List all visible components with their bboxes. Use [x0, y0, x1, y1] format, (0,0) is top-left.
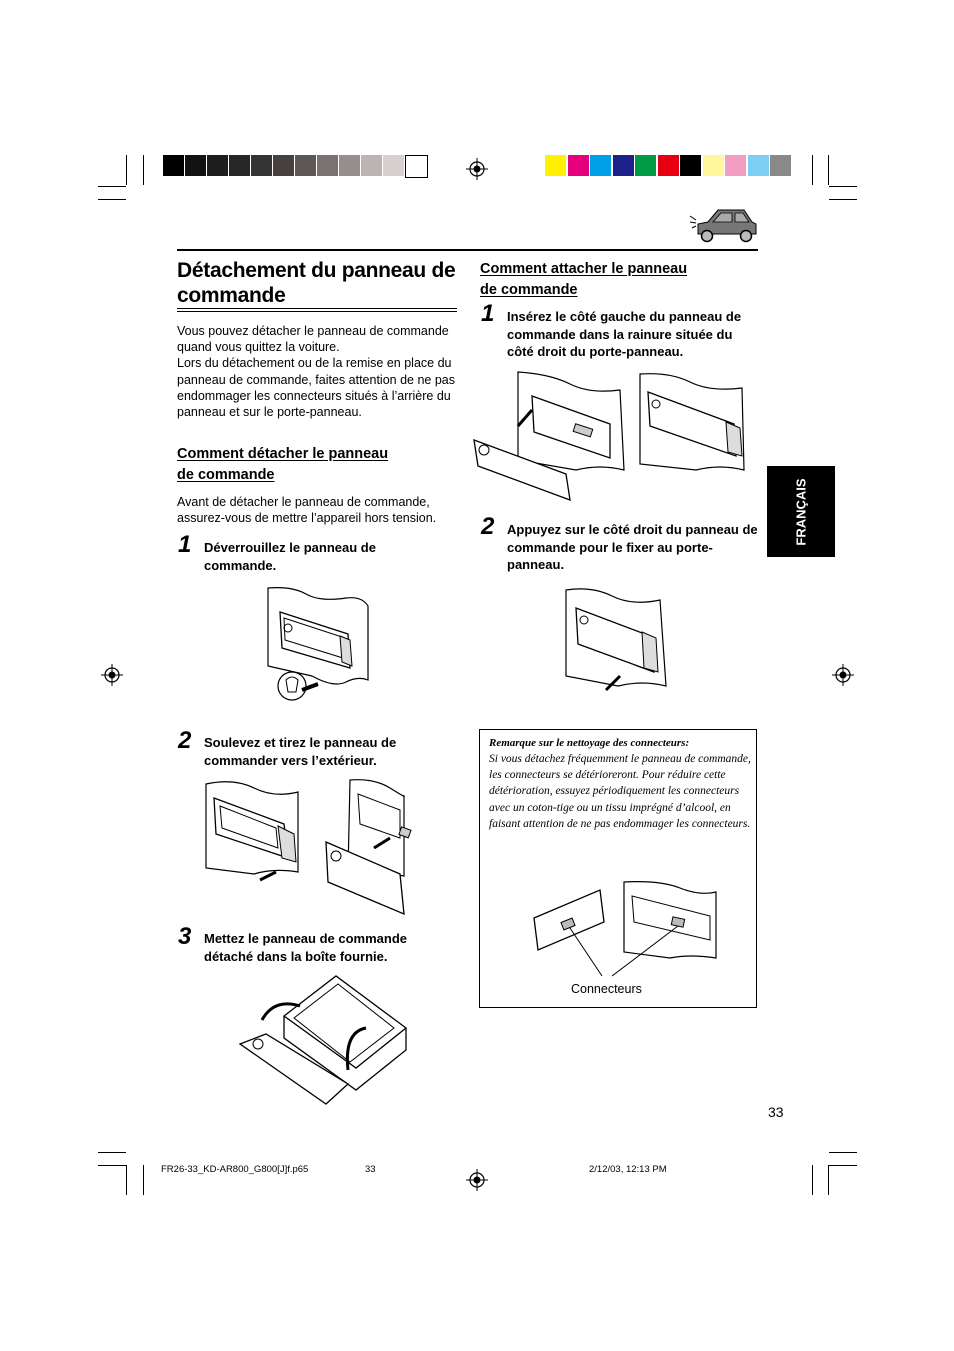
- unlock-panel-illustration: [262, 584, 378, 708]
- intro-line: Lors du détachement ou de la remise en place du panneau de commande, faites attention de ne pas endommager les connecteurs situés à l’arrière du panneau et sur le porte-panneau.: [177, 356, 455, 420]
- step-number: 3: [178, 923, 192, 950]
- title-underline: [177, 311, 457, 312]
- gray-swatch: [273, 155, 294, 176]
- color-swatch: [725, 155, 746, 176]
- attach-heading: Comment attacher le panneau de commande: [480, 261, 688, 298]
- gray-swatch: [405, 155, 428, 178]
- language-tab: [767, 466, 835, 557]
- color-swatch: [635, 155, 656, 176]
- gray-swatch: [185, 155, 206, 176]
- intro-paragraph: [177, 323, 461, 420]
- gray-swatch: [361, 155, 382, 176]
- storage-case-illustration: [236, 972, 412, 1118]
- step-text: Mettez le panneau de commande détaché dans la boîte fournie.: [204, 931, 407, 964]
- note-box: [479, 729, 757, 1008]
- color-swatch: [590, 155, 611, 176]
- gray-swatch: [295, 155, 316, 176]
- footer-page: 33: [365, 1164, 376, 1175]
- car-icon: [688, 202, 760, 246]
- step-text: Déverrouillez le panneau de commande.: [204, 540, 376, 573]
- intro-line: Vous pouvez détacher le panneau de commande quand vous quittez la voiture.: [177, 324, 449, 355]
- connectors-illustration: [530, 878, 720, 980]
- step-text: Appuyez sur le côté droit du panneau de commande pour le fixer au porte-panneau.: [507, 522, 758, 572]
- gray-swatch: [163, 155, 184, 176]
- gray-swatch: [251, 155, 272, 176]
- page-title: Détachement du panneau de commande: [177, 259, 456, 307]
- registration-target-icon: [466, 158, 488, 180]
- step-text: Soulevez et tirez le panneau de commander vers l’extérieur.: [204, 735, 397, 768]
- title-underline: [177, 308, 457, 309]
- registration-target-icon: [101, 664, 123, 686]
- gray-swatch: [317, 155, 338, 176]
- color-swatch: [545, 155, 566, 176]
- note-title: Remarque sur le nettoyage des connecteurs:: [489, 737, 690, 749]
- color-swatch: [658, 155, 679, 176]
- color-swatch: [703, 155, 724, 176]
- registration-target-icon: [466, 1169, 488, 1191]
- color-swatch: [748, 155, 769, 176]
- gray-swatch: [383, 155, 404, 176]
- gray-swatch: [339, 155, 360, 176]
- remove-panel-illustration: [204, 776, 414, 918]
- language-tab-label: FRANÇAIS: [793, 477, 809, 546]
- color-swatch: [680, 155, 701, 176]
- registration-target-icon: [832, 664, 854, 686]
- color-swatch: [770, 155, 791, 176]
- color-swatch: [568, 155, 589, 176]
- detach-intro: Avant de détacher le panneau de commande, assurez-vous de mettre l’appareil hors tension.: [177, 495, 437, 526]
- insert-panel-illustration: [470, 370, 748, 502]
- note-body: Si vous détachez fréquemment le panneau de commande, les connecteurs se détérioreront. Pour réduire cette détérioration, essuyez périodiquement les connecteurs avec un coton-tige ou un tissu imprégné d’alcool, en faisant attention de ne pas endommager les connecteurs.: [489, 753, 751, 830]
- step-text: Insérez le côté gauche du panneau de commande dans la rainure située du côté droit du porte-panneau.: [507, 309, 742, 359]
- footer-file: FR26-33_KD-AR800_G800[J]f.p65: [161, 1164, 309, 1175]
- header-rule: [177, 249, 758, 251]
- press-panel-illustration: [562, 586, 672, 696]
- color-swatch: [613, 155, 634, 176]
- step-number: 2: [178, 727, 192, 754]
- connectors-caption: Connecteurs: [571, 982, 642, 996]
- detach-heading: Comment détacher le panneau de commande: [177, 446, 389, 483]
- gray-swatch: [207, 155, 228, 176]
- page-number: 33: [768, 1104, 784, 1120]
- gray-swatch: [229, 155, 250, 176]
- step-number: 2: [481, 513, 495, 540]
- footer-date: 2/12/03, 12:13 PM: [589, 1164, 667, 1175]
- step-number: 1: [481, 300, 495, 327]
- step-number: 1: [178, 531, 192, 558]
